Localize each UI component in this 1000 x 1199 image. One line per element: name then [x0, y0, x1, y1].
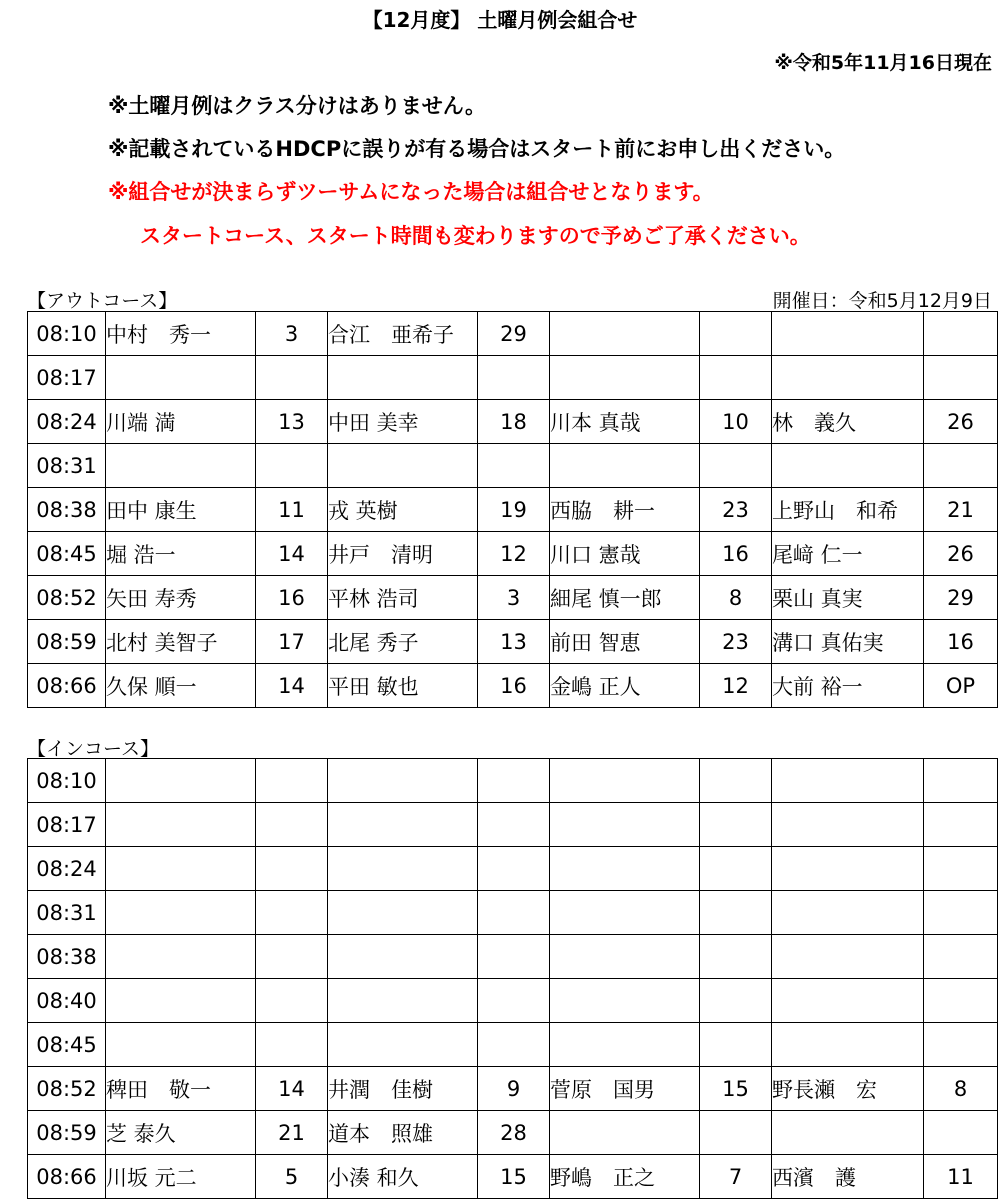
player-hdcp: 13 — [256, 400, 328, 444]
player-hdcp — [924, 444, 998, 488]
tee-time: 08:59 — [28, 1111, 106, 1155]
tee-time: 08:40 — [28, 979, 106, 1023]
player-name: 川本 真哉 — [550, 400, 700, 444]
player-name: 大前 裕一 — [772, 664, 924, 708]
player-hdcp — [700, 935, 772, 979]
player-name: 上野山 和希 — [772, 488, 924, 532]
player-name — [550, 847, 700, 891]
player-name: 芝 泰久 — [106, 1111, 256, 1155]
tee-time: 08:45 — [28, 532, 106, 576]
player-hdcp — [924, 312, 998, 356]
player-hdcp — [924, 1111, 998, 1155]
player-hdcp — [700, 891, 772, 935]
table-row — [28, 847, 998, 891]
tee-time: 08:66 — [28, 664, 106, 708]
player-hdcp — [256, 935, 328, 979]
player-hdcp — [478, 759, 550, 803]
player-hdcp: 14 — [256, 532, 328, 576]
player-name — [328, 356, 478, 400]
tee-time: 08:38 — [28, 935, 106, 979]
player-name — [772, 759, 924, 803]
player-name: 田中 康生 — [106, 488, 256, 532]
player-name: 野嶋 正之 — [550, 1155, 700, 1199]
player-name: 平田 敏也 — [328, 664, 478, 708]
player-hdcp — [700, 1023, 772, 1067]
player-name — [550, 1023, 700, 1067]
player-hdcp — [478, 979, 550, 1023]
tee-time: 08:10 — [28, 759, 106, 803]
tee-time: 08:24 — [28, 400, 106, 444]
player-name: 小湊 和久 — [328, 1155, 478, 1199]
player-name — [550, 979, 700, 1023]
player-hdcp — [700, 979, 772, 1023]
table-row — [28, 444, 998, 488]
player-hdcp: 5 — [256, 1155, 328, 1199]
player-name: 野長瀬 宏 — [772, 1067, 924, 1111]
tee-time: 08:38 — [28, 488, 106, 532]
player-name — [772, 356, 924, 400]
player-hdcp — [256, 759, 328, 803]
player-name — [550, 891, 700, 935]
player-hdcp: 18 — [478, 400, 550, 444]
tee-time: 08:17 — [28, 356, 106, 400]
player-hdcp: 29 — [478, 312, 550, 356]
player-hdcp: 16 — [700, 532, 772, 576]
note-twosome-warning: ※組合せが決まらずツーサムになった場合は組合せとなります。 — [108, 180, 714, 204]
player-name: 久保 順一 — [106, 664, 256, 708]
tee-time: 08:31 — [28, 891, 106, 935]
player-name: 川口 憲哉 — [550, 532, 700, 576]
player-hdcp — [478, 847, 550, 891]
player-name — [106, 1023, 256, 1067]
in-course-label: 【インコース】 — [27, 738, 160, 760]
player-name — [106, 935, 256, 979]
player-hdcp — [924, 803, 998, 847]
player-hdcp — [924, 935, 998, 979]
player-hdcp: 8 — [700, 576, 772, 620]
player-hdcp — [700, 803, 772, 847]
player-name — [328, 891, 478, 935]
player-hdcp — [700, 444, 772, 488]
player-hdcp: 19 — [478, 488, 550, 532]
player-hdcp — [478, 356, 550, 400]
player-name — [106, 444, 256, 488]
player-name — [328, 759, 478, 803]
player-hdcp: OP — [924, 664, 998, 708]
table-row — [28, 312, 998, 356]
player-hdcp — [924, 891, 998, 935]
player-name: 堀 浩一 — [106, 532, 256, 576]
tee-time: 08:52 — [28, 1067, 106, 1111]
player-hdcp: 14 — [256, 1067, 328, 1111]
player-name — [550, 312, 700, 356]
player-name: 稗田 敬一 — [106, 1067, 256, 1111]
table-row — [28, 532, 998, 576]
player-hdcp: 13 — [478, 620, 550, 664]
player-name — [328, 444, 478, 488]
player-name — [106, 847, 256, 891]
player-name — [328, 1023, 478, 1067]
player-name — [550, 935, 700, 979]
player-hdcp — [256, 444, 328, 488]
player-name — [772, 935, 924, 979]
tee-time: 08:66 — [28, 1155, 106, 1199]
player-hdcp: 11 — [256, 488, 328, 532]
player-hdcp — [700, 759, 772, 803]
table-row — [28, 759, 998, 803]
player-name — [328, 847, 478, 891]
player-hdcp: 29 — [924, 576, 998, 620]
player-name: 菅原 国男 — [550, 1067, 700, 1111]
player-hdcp — [478, 444, 550, 488]
in-course-table — [27, 758, 998, 1199]
player-name — [772, 803, 924, 847]
player-name: 戎 英樹 — [328, 488, 478, 532]
tee-time: 08:10 — [28, 312, 106, 356]
player-name: 金嶋 正人 — [550, 664, 700, 708]
player-hdcp — [924, 356, 998, 400]
player-hdcp — [478, 803, 550, 847]
player-name — [772, 979, 924, 1023]
note-start-change-warning: スタートコース、スタート時間も変わりますので予めご了承ください。 — [140, 224, 811, 248]
player-name: 溝口 真佑実 — [772, 620, 924, 664]
player-hdcp: 17 — [256, 620, 328, 664]
player-hdcp — [478, 1023, 550, 1067]
tee-time: 08:17 — [28, 803, 106, 847]
table-row — [28, 664, 998, 708]
player-hdcp: 21 — [924, 488, 998, 532]
player-hdcp — [924, 847, 998, 891]
player-hdcp — [924, 1023, 998, 1067]
player-name: 平林 浩司 — [328, 576, 478, 620]
player-hdcp: 15 — [478, 1155, 550, 1199]
player-hdcp: 23 — [700, 620, 772, 664]
table-row — [28, 620, 998, 664]
player-name — [550, 803, 700, 847]
player-hdcp — [256, 847, 328, 891]
player-name: 西脇 耕一 — [550, 488, 700, 532]
player-name — [772, 891, 924, 935]
player-hdcp — [256, 803, 328, 847]
player-hdcp — [256, 1023, 328, 1067]
player-hdcp — [256, 979, 328, 1023]
player-name: 北尾 秀子 — [328, 620, 478, 664]
table-row — [28, 1023, 998, 1067]
player-hdcp — [924, 979, 998, 1023]
out-course-table — [27, 311, 998, 708]
player-hdcp — [478, 935, 550, 979]
player-name: 合江 亜希子 — [328, 312, 478, 356]
tee-time: 08:24 — [28, 847, 106, 891]
player-hdcp: 14 — [256, 664, 328, 708]
player-name — [106, 979, 256, 1023]
tee-time: 08:52 — [28, 576, 106, 620]
player-name — [106, 356, 256, 400]
table-row — [28, 356, 998, 400]
player-hdcp — [924, 759, 998, 803]
player-hdcp — [256, 891, 328, 935]
player-name — [772, 1111, 924, 1155]
player-hdcp: 23 — [700, 488, 772, 532]
player-name — [106, 759, 256, 803]
player-hdcp: 11 — [924, 1155, 998, 1199]
table-row — [28, 891, 998, 935]
player-hdcp: 9 — [478, 1067, 550, 1111]
table-row — [28, 488, 998, 532]
player-name: 林 義久 — [772, 400, 924, 444]
player-hdcp: 12 — [700, 664, 772, 708]
player-hdcp: 3 — [478, 576, 550, 620]
out-course-label: 【アウトコース】 — [27, 290, 178, 312]
player-name: 中村 秀一 — [106, 312, 256, 356]
player-hdcp — [700, 356, 772, 400]
page-title: 【12月度】 土曜月例会組合せ — [362, 8, 638, 32]
table-row — [28, 1067, 998, 1111]
table-row — [28, 576, 998, 620]
player-name — [328, 979, 478, 1023]
player-hdcp: 10 — [700, 400, 772, 444]
player-hdcp — [700, 312, 772, 356]
player-hdcp: 16 — [256, 576, 328, 620]
table-row — [28, 935, 998, 979]
player-hdcp: 26 — [924, 532, 998, 576]
player-hdcp: 7 — [700, 1155, 772, 1199]
player-hdcp: 26 — [924, 400, 998, 444]
tee-time: 08:59 — [28, 620, 106, 664]
player-name — [772, 847, 924, 891]
table-row — [28, 803, 998, 847]
player-hdcp — [700, 1111, 772, 1155]
player-hdcp: 16 — [478, 664, 550, 708]
table-row — [28, 979, 998, 1023]
player-name — [328, 803, 478, 847]
event-date: 開催日：令和5月12月9日 — [772, 290, 992, 312]
table-row — [28, 400, 998, 444]
table-row — [28, 1155, 998, 1199]
note-no-class: ※土曜月例はクラス分けはありません。 — [108, 94, 487, 118]
player-hdcp: 12 — [478, 532, 550, 576]
player-name — [550, 759, 700, 803]
player-name — [550, 1111, 700, 1155]
player-name: 西濱 護 — [772, 1155, 924, 1199]
player-name: 道本 照雄 — [328, 1111, 478, 1155]
player-name: 井潤 佳樹 — [328, 1067, 478, 1111]
player-name: 川坂 元二 — [106, 1155, 256, 1199]
player-hdcp — [700, 847, 772, 891]
player-hdcp: 16 — [924, 620, 998, 664]
player-hdcp: 15 — [700, 1067, 772, 1111]
player-name — [772, 444, 924, 488]
player-name — [550, 444, 700, 488]
tee-time: 08:45 — [28, 1023, 106, 1067]
table-row — [28, 1111, 998, 1155]
player-hdcp: 21 — [256, 1111, 328, 1155]
player-hdcp: 28 — [478, 1111, 550, 1155]
player-name: 栗山 真実 — [772, 576, 924, 620]
player-hdcp — [478, 891, 550, 935]
player-hdcp: 8 — [924, 1067, 998, 1111]
player-name — [328, 935, 478, 979]
player-hdcp: 3 — [256, 312, 328, 356]
note-hdcp: ※記載されているHDCPに誤りが有る場合はスタート前にお申し出ください。 — [108, 137, 846, 161]
player-name: 細尾 慎一郎 — [550, 576, 700, 620]
player-name — [772, 312, 924, 356]
player-name: 前田 智恵 — [550, 620, 700, 664]
player-hdcp — [256, 356, 328, 400]
as-of-date: ※令和5年11月16日現在 — [774, 52, 992, 74]
tee-time: 08:31 — [28, 444, 106, 488]
player-name — [550, 356, 700, 400]
player-name: 井戸 清明 — [328, 532, 478, 576]
player-name: 矢田 寿秀 — [106, 576, 256, 620]
player-name: 川端 満 — [106, 400, 256, 444]
player-name — [772, 1023, 924, 1067]
player-name: 尾﨑 仁一 — [772, 532, 924, 576]
player-name — [106, 891, 256, 935]
player-name: 北村 美智子 — [106, 620, 256, 664]
player-name: 中田 美幸 — [328, 400, 478, 444]
player-name — [106, 803, 256, 847]
